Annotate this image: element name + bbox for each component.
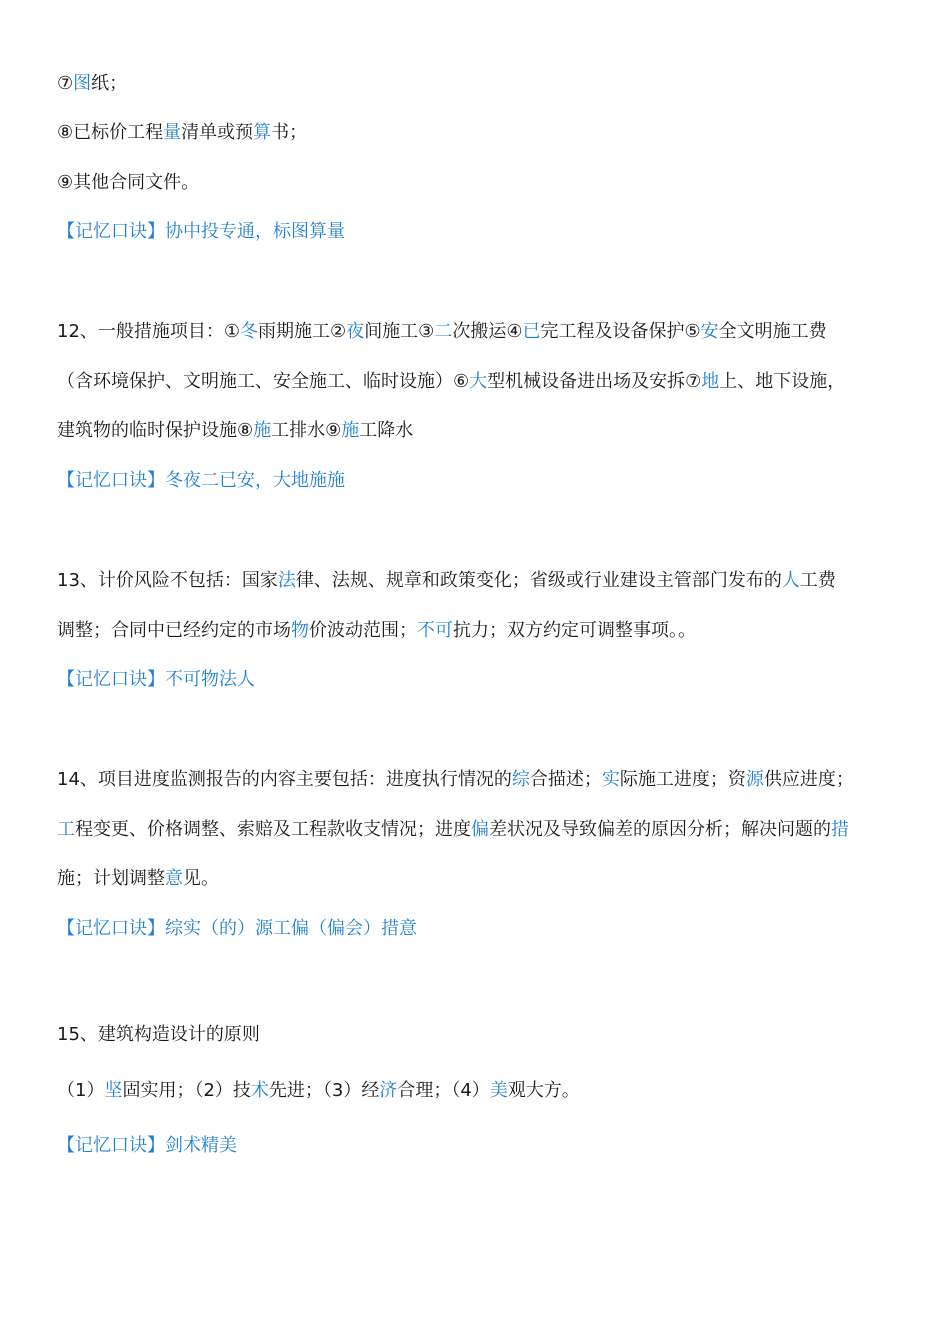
- keyword-highlight: 物: [291, 620, 309, 641]
- text-segment: 次搬运④: [452, 321, 523, 342]
- keyword-highlight: 济: [379, 1080, 398, 1101]
- mnemonic-14: [57, 916, 897, 942]
- keyword-highlight: 术: [250, 1080, 269, 1101]
- keyword-highlight: 施: [341, 420, 360, 441]
- text-segment: 见。: [183, 868, 219, 889]
- text-segment: 14、项目进度监测报告的内容主要包括：进度执行情况的: [57, 769, 512, 790]
- item-9-other: [57, 170, 897, 196]
- text-segment: 工降水: [359, 420, 414, 441]
- section-14-line-1: [57, 767, 897, 793]
- mnemonic-13: [57, 667, 897, 693]
- keyword-highlight: 二: [434, 321, 453, 342]
- keyword-highlight: 法: [277, 570, 296, 591]
- keyword-highlight: 量: [163, 122, 182, 143]
- section-14-line-2: [57, 817, 897, 843]
- text-segment: 间施工③: [364, 321, 435, 342]
- text-segment: 差状况及导致偏差的原因分析；解决问题的: [489, 819, 831, 840]
- keyword-highlight: 夜: [346, 321, 365, 342]
- section-12-line-2: [57, 369, 897, 395]
- text-segment: 13、计价风险不包括：国家: [57, 570, 278, 591]
- text-segment: 抗力；双方约定可调整事项。。: [453, 620, 696, 641]
- keyword-highlight: 不可: [417, 620, 453, 641]
- keyword-highlight: 【记忆口诀】协中投专通，标图算量: [57, 221, 345, 242]
- text-segment: 纸；: [91, 73, 128, 94]
- keyword-highlight: 安: [700, 321, 719, 342]
- keyword-highlight: 冬: [240, 321, 259, 342]
- text-segment: 调整；合同中已经约定的市场: [57, 620, 291, 641]
- text-segment: 施；计划调整: [57, 868, 165, 889]
- keyword-highlight: 人: [781, 570, 800, 591]
- keyword-highlight: 工: [57, 819, 75, 840]
- text-segment: 型机械设备进出场及安拆⑦: [487, 371, 702, 392]
- text-segment: 程变更、价格调整、索赔及工程款收支情况；进度: [75, 819, 471, 840]
- text-segment: 12、一般措施项目：①: [57, 321, 241, 342]
- text-segment: 价波动范围；: [309, 620, 417, 641]
- text-segment: 际施工进度；资: [619, 769, 746, 790]
- section-15-principles: [57, 1078, 897, 1104]
- text-segment: 清单或预: [181, 122, 254, 143]
- section-12-line-3: [57, 418, 897, 444]
- keyword-highlight: 算: [253, 122, 272, 143]
- item-7-drawings: [57, 71, 897, 97]
- keyword-highlight: 地: [701, 371, 720, 392]
- section-15-heading: [57, 1022, 897, 1048]
- text-segment: ⑨其他合同文件。: [57, 172, 200, 193]
- text-segment: 雨期施工②: [258, 321, 347, 342]
- keyword-highlight: 实: [601, 769, 620, 790]
- text-segment: 固实用；（2）技: [122, 1080, 251, 1101]
- text-segment: 律、法规、规章和政策变化；省级或行业建设主管部门发布的: [295, 570, 782, 591]
- text-segment: ⑧已标价工程: [57, 122, 164, 143]
- item-8-bill: [57, 120, 897, 146]
- keyword-highlight: 【记忆口诀】综实（的）源工偏（偏会）措意: [57, 918, 417, 939]
- keyword-highlight: 已: [522, 321, 541, 342]
- text-segment: 建筑物的临时保护设施⑧: [57, 420, 254, 441]
- text-segment: 工费: [799, 570, 836, 591]
- keyword-highlight: 大: [469, 371, 488, 392]
- text-segment: 上、地下设施，: [719, 371, 846, 392]
- keyword-highlight: 【记忆口诀】冬夜二已安，大地施施: [57, 470, 345, 491]
- keyword-highlight: 图: [73, 73, 92, 94]
- text-segment: 供应进度；: [763, 769, 854, 790]
- text-segment: （1）: [57, 1080, 105, 1101]
- keyword-highlight: 措: [831, 819, 849, 840]
- section-12-line-1: [57, 319, 897, 345]
- keyword-highlight: 美: [489, 1080, 508, 1101]
- text-segment: 书；: [271, 122, 308, 143]
- text-segment: （含环境保护、文明施工、安全施工、临时设施）⑥: [57, 371, 470, 392]
- mnemonic-11: [57, 219, 897, 245]
- keyword-highlight: 偏: [471, 819, 489, 840]
- keyword-highlight: 源: [745, 769, 764, 790]
- text-segment: ⑦: [57, 73, 74, 94]
- text-segment: 先进；（3）经: [268, 1080, 380, 1101]
- keyword-highlight: 坚: [104, 1080, 123, 1101]
- text-segment: 观大方。: [507, 1080, 580, 1101]
- text-segment: 完工程及设备保护⑤: [540, 321, 701, 342]
- text-segment: 合理；（4）: [397, 1080, 490, 1101]
- mnemonic-12: [57, 468, 897, 494]
- section-13-line-2: [57, 618, 897, 644]
- text-segment: 工排水⑨: [271, 420, 342, 441]
- keyword-highlight: 施: [253, 420, 272, 441]
- section-13-line-1: [57, 568, 897, 594]
- keyword-highlight: 【记忆口诀】剑术精美: [57, 1135, 237, 1156]
- text-segment: 15、建筑构造设计的原则: [57, 1024, 260, 1045]
- text-segment: 合描述；: [529, 769, 602, 790]
- keyword-highlight: 意: [165, 868, 183, 889]
- text-segment: 全文明施工费: [718, 321, 827, 342]
- keyword-highlight: 综: [511, 769, 530, 790]
- keyword-highlight: 【记忆口诀】不可物法人: [57, 669, 255, 690]
- section-14-line-3: [57, 866, 897, 892]
- mnemonic-15: [57, 1133, 897, 1159]
